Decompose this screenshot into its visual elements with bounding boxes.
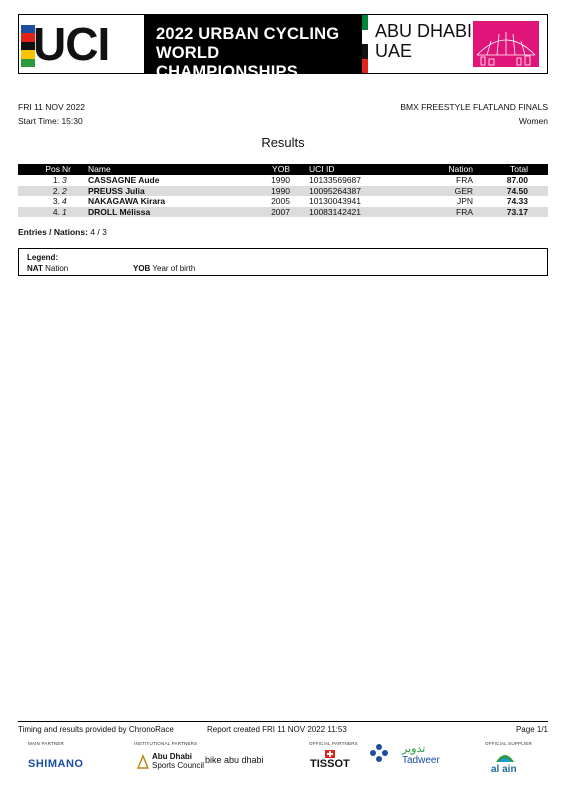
header-nation: Nation xyxy=(448,164,473,174)
legend-key: YOB xyxy=(133,264,151,273)
tissot-logo: TISSOT xyxy=(310,758,350,770)
uci-logo-text: UCI xyxy=(33,18,110,70)
legend-desc: Year of birth xyxy=(152,264,196,273)
category: Women xyxy=(518,116,548,126)
row-name: DROLL Mélissa xyxy=(88,206,151,217)
row-nation: JPN xyxy=(456,196,473,206)
footer-report: Report created FRI 11 NOV 2022 11:53 xyxy=(207,725,347,734)
header-yob: YOB xyxy=(272,164,290,174)
row-pos: 3. xyxy=(52,196,60,206)
row-uci-id: 10095264387 xyxy=(309,185,362,196)
event-name: BMX FREESTYLE FLATLAND FINALS xyxy=(400,102,548,112)
row-uci-id: 10133569687 xyxy=(309,175,362,185)
legend-box xyxy=(18,248,548,276)
al-ain-logo: al ain xyxy=(491,764,517,775)
legend-desc: Nation xyxy=(45,264,69,273)
shimano-logo: SHIMANO xyxy=(28,758,84,770)
row-total: 73.17 xyxy=(506,206,528,217)
host-city xyxy=(375,21,472,61)
row-total: 74.50 xyxy=(506,185,528,196)
race-date: FRI 11 NOV 2022 xyxy=(18,102,85,112)
row-pos: 1. xyxy=(52,175,60,185)
row-name: PREUSS Julia xyxy=(88,185,145,196)
event-title-line1: 2022 URBAN CYCLING xyxy=(156,25,340,43)
footer-provider: Timing and results provided by ChronoRace xyxy=(18,725,174,734)
row-nr: 1 xyxy=(62,206,67,217)
legend-key: NAT xyxy=(27,264,43,273)
tadweer-arabic-logo: ﺗﺪﻭﻳﺮ xyxy=(402,743,426,755)
footer-page: Page 1/1 xyxy=(515,725,548,734)
table-row xyxy=(18,196,548,207)
row-total: 74.33 xyxy=(506,196,528,206)
row-nation: FRA xyxy=(456,206,473,217)
header-pos: Pos xyxy=(45,164,60,174)
row-uci-id: 10130043941 xyxy=(309,196,362,206)
tissot-cross-icon xyxy=(325,750,335,758)
row-yob: 1990 xyxy=(271,185,290,196)
row-nation: FRA xyxy=(456,175,473,185)
table-row xyxy=(18,207,548,218)
host-city-line2: UAE xyxy=(375,41,413,61)
abu-dhabi-sports-council-icon xyxy=(136,754,150,770)
table-row xyxy=(18,186,548,197)
legend-item xyxy=(133,264,195,273)
tadweer-logo: Tadweer xyxy=(402,755,440,766)
abu-dhabi-sports-council-line1: Abu Dhabi xyxy=(152,752,192,761)
header-nr: Nr xyxy=(62,164,71,174)
burjeel-logo-icon xyxy=(368,742,390,764)
row-name: CASSAGNE Aude xyxy=(88,175,160,185)
host-city-line1: ABU DHABI xyxy=(375,21,473,41)
abu-dhabi-sports-council-line2: Sports Council xyxy=(152,761,205,770)
row-pos: 2. xyxy=(52,185,60,196)
main-partner-heading: MAIN PARTNER xyxy=(28,741,64,746)
legend-title: Legend: xyxy=(27,253,59,262)
entries-nations xyxy=(18,227,107,237)
row-uci-id: 10083142421 xyxy=(309,206,362,217)
uci-logo xyxy=(21,17,125,71)
abu-dhabi-sports-council-logo xyxy=(152,752,204,770)
header-uci-id: UCI ID xyxy=(309,164,335,174)
header-total: Total xyxy=(510,164,528,174)
row-yob: 2007 xyxy=(271,206,290,217)
start-time: Start Time: 15:30 xyxy=(18,116,83,126)
row-total: 87.00 xyxy=(506,175,528,185)
al-ain-water-icon xyxy=(494,750,516,764)
institutional-partners-heading: INSTITUTIONAL PARTNERS xyxy=(134,741,198,746)
table-header xyxy=(18,164,548,175)
bridge-skyline-icon xyxy=(473,21,539,67)
bike-abu-dhabi-logo: bike abu dhabi xyxy=(205,755,264,765)
event-title-line2: WORLD CHAMPIONSHIPS xyxy=(156,44,298,81)
row-name: NAKAGAWA Kirara xyxy=(88,196,166,206)
header-banner xyxy=(18,14,548,81)
uae-flag-stripe xyxy=(362,15,368,73)
footer-divider xyxy=(18,721,548,722)
official-supplier-heading: OFFICIAL SUPPLIER xyxy=(485,741,532,746)
row-pos: 4. xyxy=(52,206,60,217)
row-nr: 4 xyxy=(62,196,67,206)
table-row xyxy=(18,175,548,186)
row-yob: 2005 xyxy=(271,196,290,206)
row-yob: 1990 xyxy=(271,175,290,185)
entries-label: Entries / Nations: xyxy=(18,227,88,237)
legend-item xyxy=(27,264,68,273)
page-title: Results xyxy=(261,135,305,150)
official-partners-heading: OFFICIAL PARTNERS xyxy=(309,741,358,746)
event-title-box xyxy=(144,15,362,81)
entries-value: 4 / 3 xyxy=(90,227,107,237)
row-nation: GER xyxy=(454,185,473,196)
row-nr: 3 xyxy=(62,175,67,185)
header-name: Name xyxy=(88,164,111,174)
row-nr: 2 xyxy=(62,185,67,196)
